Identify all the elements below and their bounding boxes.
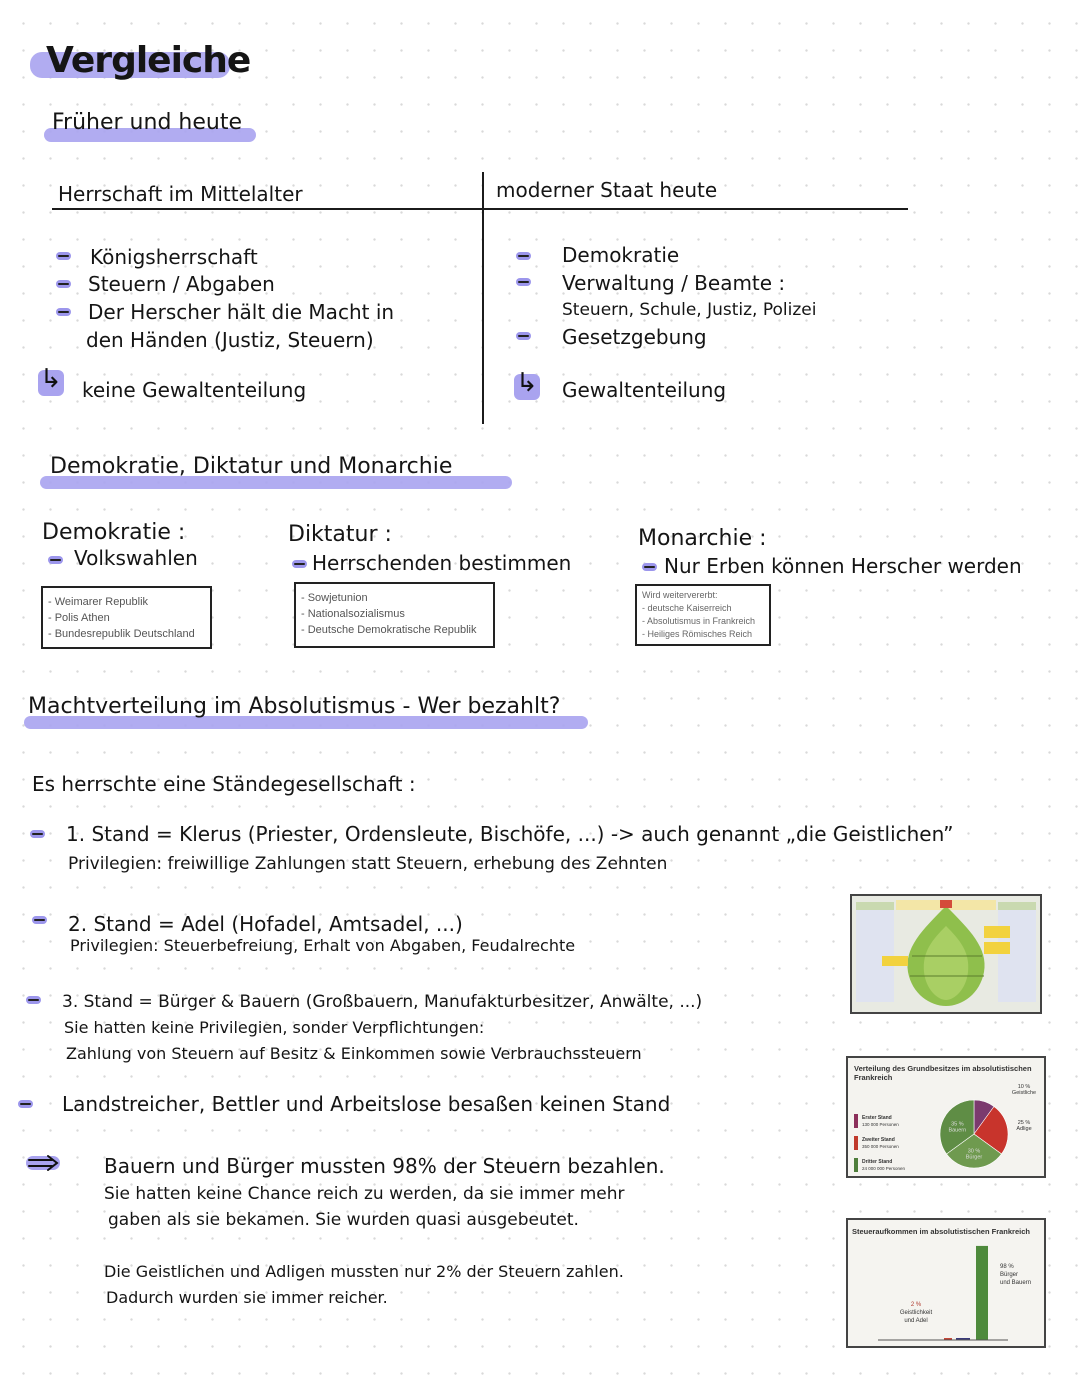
conclusion2-line: Die Geistlichen und Adligen mussten nur 2% der Steuern zahlen. [104, 1262, 624, 1281]
example-item: - deutsche Kaiserreich [642, 603, 732, 613]
pie-category-label: Bauern [948, 1127, 967, 1134]
pie-value-label: 10 % [1017, 1084, 1031, 1090]
bar-category-label: und Adel [904, 1318, 928, 1324]
stand3-desc: Zahlung von Steuern auf Besitz & Einkommen sowie Verbrauchssteuern [66, 1044, 642, 1063]
bar-value-label: 98 % [1000, 1264, 1014, 1270]
bullet-icon [516, 278, 531, 286]
example-item: - Nationalsozialismus [301, 608, 405, 620]
stand2-line: 2. Stand = Adel (Hofadel, Amtsadel, ...) [68, 912, 463, 936]
no-stand-text: Landstreicher, Bettler und Arbeitslose besaßen keinen Stand [62, 1092, 671, 1116]
bullet-icon [56, 308, 71, 316]
example-item: - Heiliges Römisches Reich [642, 629, 753, 639]
left-item: den Händen (Justiz, Steuern) [86, 328, 374, 352]
bullet-icon [30, 830, 45, 838]
example-item: - Weimarer Republik [48, 596, 149, 608]
section-heading-absolutismus: Machtverteilung im Absolutismus - Wer bezahlt? [28, 694, 561, 719]
tax-revenue-chart [846, 1218, 1046, 1348]
bullet-icon [516, 332, 531, 340]
page-title: Vergleiche [46, 40, 251, 81]
conclusion-line: Bauern und Bürger mussten 98% der Steuern bezahlen. [104, 1154, 665, 1178]
monarchy-label: Monarchie : [638, 526, 767, 551]
legend-swatch [854, 1114, 858, 1128]
right-item: Steuern, Schule, Justiz, Polizei [562, 300, 817, 320]
right-item: Verwaltung / Beamte : [562, 271, 786, 295]
monarchy-examples-card [635, 584, 771, 646]
example-item: - Sowjetunion [301, 592, 368, 604]
pie-value-label: 30 % [967, 1148, 981, 1155]
right-result: Gewaltenteilung [562, 378, 727, 402]
bullet-icon [32, 916, 47, 924]
legend-sub: 24 000 000 Personen [862, 1166, 906, 1171]
stand3-line: 3. Stand = Bürger & Bauern (Großbauern, Manufakturbesitzer, Anwälte, ...) [62, 992, 703, 1012]
legend-sub: 350 000 Personen [862, 1144, 899, 1149]
pie-value-label: 25 % [1017, 1120, 1031, 1126]
legend-sub: 130 000 Personen [862, 1122, 899, 1127]
bullet-icon [642, 563, 657, 571]
stand3-desc: Sie hatten keine Privilegien, sonder Verpflichtungen: [64, 1018, 485, 1037]
pie-value-label: 35 % [951, 1121, 964, 1128]
bar-chart [848, 1220, 1044, 1346]
bar-value-label: 2 % [910, 1302, 922, 1308]
conclusion2-line: Dadurch wurden sie immer reicher. [106, 1288, 388, 1307]
bullet-icon [292, 560, 307, 568]
democracy-point: Volkswahlen [74, 546, 198, 570]
intro-text: Es herrschte eine Ständegesellschaft : [32, 772, 416, 796]
bullet-icon [18, 1100, 33, 1108]
example-item: Wird weitervererbt: [642, 590, 718, 600]
implies-arrow-icon [26, 1154, 62, 1172]
pie-category-label: Adlige [1016, 1126, 1032, 1132]
democracy-examples-card [41, 586, 212, 649]
stand2-privileges: Privilegien: Steuerbefreiung, Erhalt von Abgaben, Feudalrechte [70, 936, 576, 955]
bar-category-label: und Bauern [1000, 1280, 1032, 1286]
bar-1 [976, 1246, 988, 1340]
left-column-header: Herrschaft im Mittelalter [58, 182, 303, 206]
example-item: - Bundesrepublik Deutschland [48, 628, 195, 640]
example-item: - Absolutismus in Frankreich [642, 616, 756, 626]
estates-photo [850, 894, 1042, 1014]
legend-swatch [854, 1158, 858, 1172]
land-ownership-chart [846, 1056, 1046, 1178]
pie-category-label: Bürger [965, 1154, 983, 1161]
left-result: keine Gewaltenteilung [82, 378, 307, 402]
legend-label: Dritter Stand [862, 1159, 893, 1165]
bullet-icon [56, 280, 71, 288]
stand1-privileges: Privilegien: freiwillige Zahlungen statt Steuern, erhebung des Zehnten [68, 854, 668, 874]
stand1-line: 1. Stand = Klerus (Priester, Ordensleute, Bischöfe, ...) -> auch genannt „die Geistlichen” [66, 822, 954, 846]
pie-category-label: Geistliche [1011, 1090, 1037, 1096]
monarchy-point: Nur Erben können Herscher werden [664, 554, 1022, 578]
legend-label: Erster Stand [862, 1115, 892, 1121]
bullet-icon [56, 252, 71, 260]
left-item: Der Herscher hält die Macht in [88, 300, 395, 324]
bar-category-label: Bürger [1000, 1272, 1019, 1278]
legend-label: Zweiter Stand [862, 1137, 895, 1143]
democracy-label: Demokratie : [42, 520, 186, 545]
bullet-icon [26, 996, 41, 1004]
left-item: Königsherrschaft [90, 245, 258, 269]
chart-title: Steueraufkommen im absolutistischen Frankreich [852, 1227, 1030, 1236]
right-item: Demokratie [562, 243, 680, 267]
bullet-icon [516, 252, 531, 260]
bar-category-label: Geistlichkeit [899, 1310, 933, 1316]
bullet-icon [48, 556, 63, 564]
left-item: Steuern / Abgaben [88, 272, 275, 296]
table-vertical-rule [482, 172, 484, 424]
dictatorship-label: Diktatur : [288, 522, 392, 547]
example-item: - Polis Athen [48, 612, 110, 624]
result-arrow-icon: ↳ [516, 368, 538, 398]
table-horizontal-rule [52, 208, 908, 210]
dictatorship-examples-card [294, 582, 495, 648]
dictatorship-point: Herrschenden bestimmen [312, 551, 572, 575]
right-item: Gesetzgebung [562, 325, 707, 349]
result-arrow-icon: ↳ [40, 364, 62, 394]
chart-title: Verteilung des Grundbesitzes im absolutistischen Frankreich [854, 1064, 1032, 1082]
conclusion-line: gaben als sie bekamen. Sie wurden quasi ausgebeutet. [108, 1210, 579, 1230]
legend-swatch [854, 1136, 858, 1150]
section-heading-regierungsformen: Demokratie, Diktatur und Monarchie [50, 454, 453, 479]
conclusion-line: Sie hatten keine Chance reich zu werden, da sie immer mehr [104, 1184, 625, 1204]
pie-chart [848, 1058, 1044, 1176]
right-column-header: moderner Staat heute [496, 178, 718, 202]
section-heading-frueher-heute: Früher und heute [52, 110, 242, 135]
example-item: - Deutsche Demokratische Republik [301, 624, 477, 636]
